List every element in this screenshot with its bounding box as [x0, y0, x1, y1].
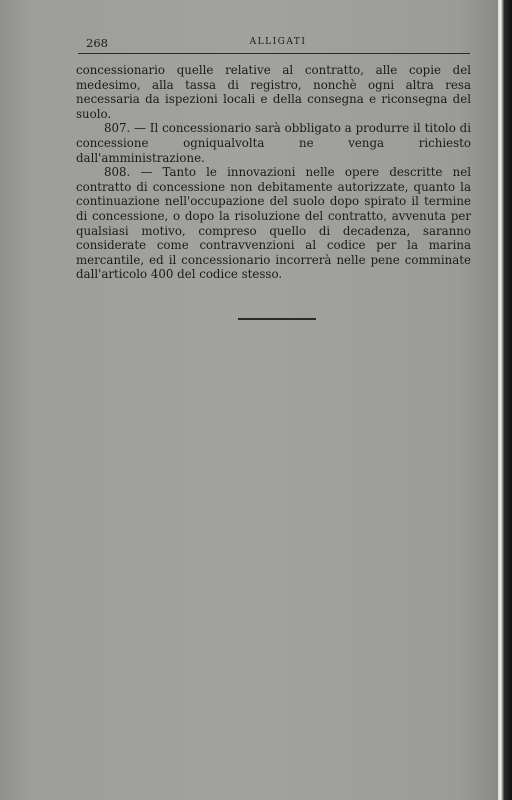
paragraph-article-808: 808. — Tanto le innovazioni nelle opere descritte nel contratto di concessione non debitamente autorizzate, quanto la continuazione nell'occupazione del suolo dopo spirato il termine di concessione, o dopo la risoluzione del contratto, avvenuta per qualsiasi motivo, compreso quello di decadenza, saranno considerate come contravvenzioni al codice per la marina mercantile, ed il concessionario incorrerà nelle pene comminate dall'articolo 400 del codice stesso. [76, 165, 471, 282]
page-number: 268 [86, 36, 108, 50]
paragraph-article-807: 807. — Il concessionario sarà obbligato a produrre il titolo di concessione ogniqualvolta ne venga richiesto dall'amministrazione. [76, 121, 471, 165]
paragraph-continued: concessionario quelle relative al contratto, alle copie del medesimo, alla tassa di registro, nonchè ogni altra resa necessaria da ispezioni locali e della consegna e riconsegna del suolo. [76, 63, 471, 121]
header-rule [78, 53, 470, 54]
end-rule [238, 318, 316, 320]
running-title: ALLIGATI [249, 37, 307, 47]
body-text [76, 63, 471, 282]
page-header [86, 36, 470, 50]
page-edge [498, 0, 512, 800]
